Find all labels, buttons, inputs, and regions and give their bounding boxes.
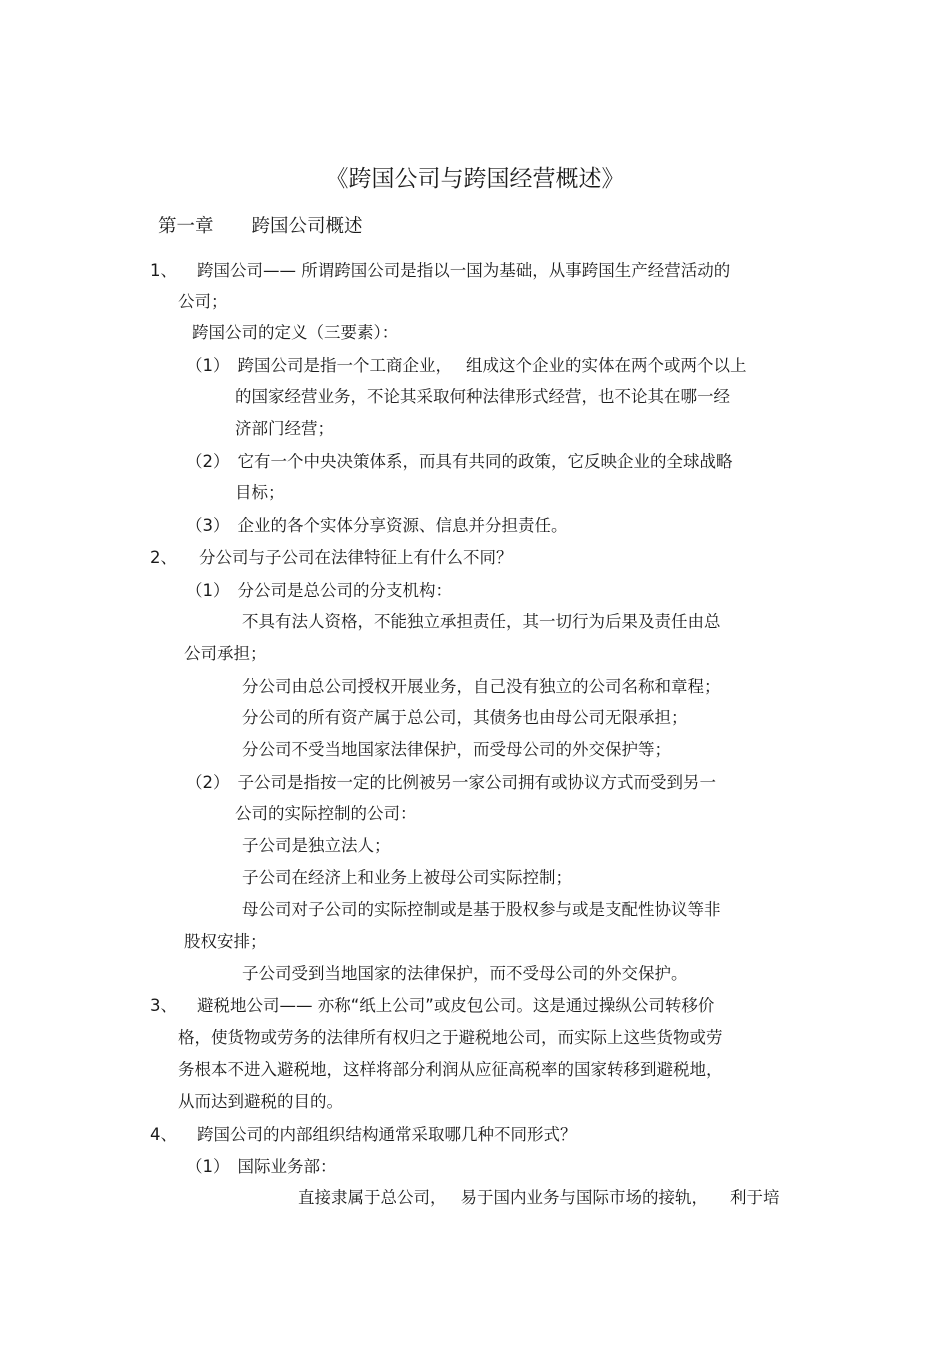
- list-item-1-1-cont: 济部门经营；: [235, 419, 334, 438]
- section-text: 跨国公司的内部组织结构通常采取哪几种不同形式？: [197, 1125, 577, 1144]
- section-number: 1、: [150, 261, 177, 280]
- item-text: 组成这个企业的实体在两个或两个以上: [466, 356, 747, 375]
- section-3-line-1: [150, 995, 714, 1017]
- list-item-1-2: [186, 451, 733, 473]
- document-title: 《跨国公司与跨国经营概述》: [325, 166, 625, 192]
- section-number: 2、: [150, 548, 177, 567]
- list-item-2-2-point-2: 子公司在经济上和业务上被母公司实际控制；: [242, 868, 572, 887]
- item-number: （2）: [186, 773, 230, 792]
- item-text: 分公司是总公司的分支机构：: [237, 581, 452, 600]
- list-item-2-2-point-3-cont: 股权安排；: [184, 932, 267, 951]
- section-1-line-2: 公司；: [178, 292, 228, 311]
- list-item-2-2: [186, 772, 716, 794]
- list-item-4-1: [186, 1156, 337, 1178]
- chapter-number: 第一章: [158, 216, 214, 237]
- list-item-2-2-cont: 公司的实际控制的公司：: [235, 804, 417, 823]
- section-1-line-1: [150, 260, 730, 282]
- item-number: （1）: [186, 581, 230, 600]
- item-text: 直接隶属于总公司，: [298, 1188, 447, 1207]
- section-text: 避税地公司—— 亦称“纸上公司”或皮包公司。这是通过操纵公司转移价: [197, 996, 715, 1015]
- list-item-1-2-cont: 目标；: [235, 483, 285, 502]
- list-item-2-2-point-4: 子公司受到当地国家的法律保护，而不受母公司的外交保护。: [242, 964, 688, 983]
- section-3-line-4: 从而达到避税的目的。: [178, 1092, 343, 1111]
- section-2-line-1: [150, 547, 513, 569]
- section-4-line-1: [150, 1124, 577, 1146]
- section-number: 3、: [150, 996, 177, 1015]
- section-3-line-3: 务根本不进入避税地，这样将部分利润从应征高税率的国家转移到避税地，: [178, 1060, 723, 1079]
- list-item-4-1-cont: [298, 1187, 780, 1209]
- item-text: 国际业务部：: [237, 1157, 337, 1176]
- item-text: 易于国内业务与国际市场的接轨，: [460, 1188, 708, 1207]
- list-item-2-1: [186, 580, 452, 602]
- item-number: （3）: [186, 516, 230, 535]
- list-item-2-1-point-3: 分公司的所有资产属于总公司，其债务也由母公司无限承担；: [242, 708, 688, 727]
- definition-heading: 跨国公司的定义（三要素）：: [192, 323, 399, 342]
- list-item-2-1-point-1-cont: 公司承担；: [184, 644, 267, 663]
- section-number: 4、: [150, 1125, 177, 1144]
- item-number: （1）: [186, 1157, 230, 1176]
- list-item-2-1-point-4: 分公司不受当地国家法律保护，而受母公司的外交保护等；: [242, 740, 671, 759]
- section-3-line-2: 格，使货物或劳务的法律所有权归之于避税地公司，而实际上这些货物或劳: [178, 1028, 723, 1047]
- list-item-1-1: [186, 355, 747, 377]
- item-text: 企业的各个实体分享资源、信息并分担责任。: [237, 516, 568, 535]
- section-text: 跨国公司—— 所谓跨国公司是指以一国为基础，从事跨国生产经营活动的: [197, 261, 731, 280]
- item-number: （2）: [186, 452, 230, 471]
- chapter-title: 跨国公司概述: [251, 216, 363, 237]
- list-item-2-1-point-1: 不具有法人资格，不能独立承担责任，其一切行为后果及责任由总: [242, 612, 721, 631]
- item-number: （1）: [186, 356, 230, 375]
- item-text: 子公司是指按一定的比例被另一家公司拥有或协议方式而受到另一: [237, 773, 716, 792]
- item-text: 它有一个中央决策体系，而具有共同的政策，它反映企业的全球战略: [237, 452, 733, 471]
- list-item-2-1-point-2: 分公司由总公司授权开展业务，自己没有独立的公司名称和章程；: [242, 677, 721, 696]
- section-text: 分公司与子公司在法律特征上有什么不同？: [199, 548, 513, 567]
- list-item-1-1-cont: 的国家经营业务，不论其采取何种法律形式经营，也不论其在哪一经: [235, 387, 730, 406]
- list-item-1-3: [186, 515, 568, 537]
- list-item-2-2-point-1: 子公司是独立法人；: [242, 836, 391, 855]
- item-text: 利于培: [730, 1188, 780, 1207]
- chapter-heading: [158, 216, 363, 238]
- item-text: 跨国公司是指一个工商企业，: [237, 356, 452, 375]
- list-item-2-2-point-3: 母公司对子公司的实际控制或是基于股权参与或是支配性协议等非: [242, 900, 721, 919]
